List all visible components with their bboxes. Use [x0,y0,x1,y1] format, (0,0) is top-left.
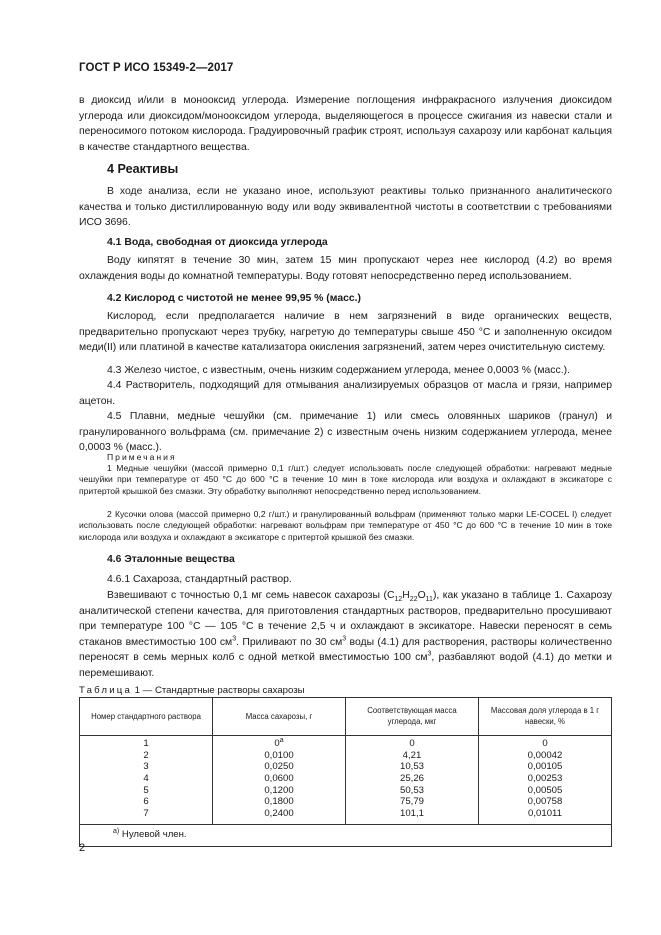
table-cell: $0^а$ [274,736,284,749]
notes-heading: Примечания [107,452,177,462]
sucrose-standards-table [79,697,612,847]
table-caption: Таблица 1 — Стандартные растворы сахарозы [79,685,305,696]
table-cell: 50,53 [399,784,424,796]
table-cell: 0,0250 [264,761,294,773]
column-carbon-fraction [479,736,612,825]
document-header: ГОСТ Р ИСО 15349-2—2017 [79,62,234,74]
table-cell: 0,00505 [527,784,563,796]
section-4-3-paragraph: 4.3 Железо чистое, с известным, очень низким содержанием углерода, менее 0,0003 % (масс.). [107,365,570,376]
table-cell: 5 [143,784,149,796]
table-cell: 0,2400 [264,808,294,820]
table-cell: 0 [409,738,415,749]
table-cell: 4 [143,773,149,785]
table-cell: 0,00105 [527,761,563,773]
table-cell: 0,1800 [264,796,294,808]
table-header-row [80,698,612,736]
table-cell: 0,00253 [527,773,563,785]
table-cell: 0,00758 [527,796,563,808]
table-cell: 1 [143,738,149,749]
table-cell: 101,1 [399,808,424,820]
section-4-6-1-paragraph: Взвешивают с точностью 0,1 мг семь навесок сахарозы $(C_{12}H_{22}O_{11})$, как указано в таблице 1. Сахарозу аналитической степени качества, для приготовления стандартных растворов, предварительно просушивают при температуре 100 °C — 105 °C в течение 2,5 ч и охлаждают в эксикаторе. Навески переносят в семь стаканов вместимостью 100 $см^3$. Приливают по 30 $см^3$ воды (4.1) для растворения, растворы количественно переносят в семь мерных колб с одной меткой вместимостью 100 $см^3$, разбавляют водой (4.1) до метки и перемешивают. [79,590,612,679]
section-4-2-heading: 4.2 Кислород с чистотой не менее 99,95 % (масс.) [107,293,362,304]
footnote-mark: а [279,736,284,744]
section-4-5-paragraph: 4.5 Плавни, медные чешуйки (см. примечание 1) или смесь оловянных шариков (гранул) и гранулированного вольфрама (см. примечание 2) с известным очень низким содержанием углерода, менее 0,0003 % (масс.). [79,411,612,454]
table-cell: 0 [542,738,548,749]
page-number: 2 [79,842,86,854]
table-cell: 75,79 [399,796,424,808]
table-body [80,736,612,825]
table-footnote-row [80,824,612,846]
column-header-solution-number: Номер стандартного раствора [80,698,213,736]
section-4-heading: 4 Реактивы [107,162,179,176]
section-4-4-paragraph: 4.4 Растворитель, подходящий для отмывания анализируемых образцов от масла и грязи, например ацетон. [79,380,612,407]
section-4-1-heading: 4.1 Вода, свободная от диоксида углерода [107,237,328,248]
table-cell: 2 [143,749,149,761]
note-1: 1 Медные чешуйки (массой примерно 0,1 г/шт.) следует использовать после следующей обработки: нагревают медные чешуйки при температуре от 450 °C до 600 °C в течение 10 мин в токе кислорода или воздуха и охлаждают в эксикаторе с притертой крышкой без смазки. Эту обработку выполняют непосредственно перед использованием. [79,463,612,496]
table-cell: 7 [143,808,149,820]
column-header-sucrose-mass: Масса сахарозы, г [213,698,346,736]
intro-paragraph: в диоксид и/или в монооксид углерода. Измерение поглощения инфракрасного излучения диоксидом углерода или диоксидом/монооксидом углерода, выделяющегося в процессе сжигания из навески стали и переносимого потоком кислорода. Градуировочный график строят, используя сахарозу или карбонат кальция в качестве стандартного вещества. [79,95,612,153]
note-2: 2 Кусочки олова (массой примерно 0,2 г/шт.) и гранулированный вольфрам (применяют только марки LE-COCEL I) следует использовать после следующей обработки: нагревают вольфрам при температуре от 450 °C до 600 °C в течение 10 мин в токе кислорода или воздуха и охлаждают в эксикаторе с притертой крышкой без смазки. [79,509,612,542]
section-4-1-paragraph: Воду кипятят в течение 30 мин, затем 15 мин пропускают через нее кислород (4.2) во время охлаждения воды до комнатной температуры. Воду готовят непосредственно перед использованием. [79,255,612,282]
section-4-6-1-heading: 4.6.1 Сахароза, стандартный раствор. [107,574,292,585]
table-cell: 3 [143,761,149,773]
column-carbon-mass [346,736,479,825]
table-cell: 25,26 [399,773,424,785]
section-4-paragraph: В ходе анализа, если не указано иное, используют реактивы только признанного аналитического качества и только дистиллированную воду или воду эквивалентной чистоты в соответствии с требованиями ИСО 3696. [79,186,612,229]
table-cell: 10,53 [399,761,424,773]
table-cell: 0,1200 [264,784,294,796]
section-4-6-heading: 4.6 Эталонные вещества [107,554,235,565]
column-header-carbon-fraction: Массовая доля углерода в 1 г навески, % [479,698,612,736]
table-cell: 0,01011 [528,808,562,820]
column-header-carbon-mass: Соответствующая масса углерода, мкг [346,698,479,736]
table-cell: 0,0600 [264,773,294,785]
table-cell: 0,00042 [527,749,563,761]
table-cell: 0,0100 [264,749,294,761]
section-4-2-paragraph: Кислород, если предполагается наличие в нем загрязнений в виде органических веществ, предварительно пропускают через трубку, нагретую до температуры свыше 450 °C и заполненную оксидом меди(II) или платиной в качестве катализатора окисления загрязнений, затем через очистительную систему. [79,311,612,354]
column-solution-number [80,736,213,825]
column-sucrose-mass [213,736,346,825]
table-cell: 4,21 [402,749,422,761]
table-footnote: $^{а)}$ Нулевой член. [80,824,612,846]
table-cell: 6 [143,796,149,808]
